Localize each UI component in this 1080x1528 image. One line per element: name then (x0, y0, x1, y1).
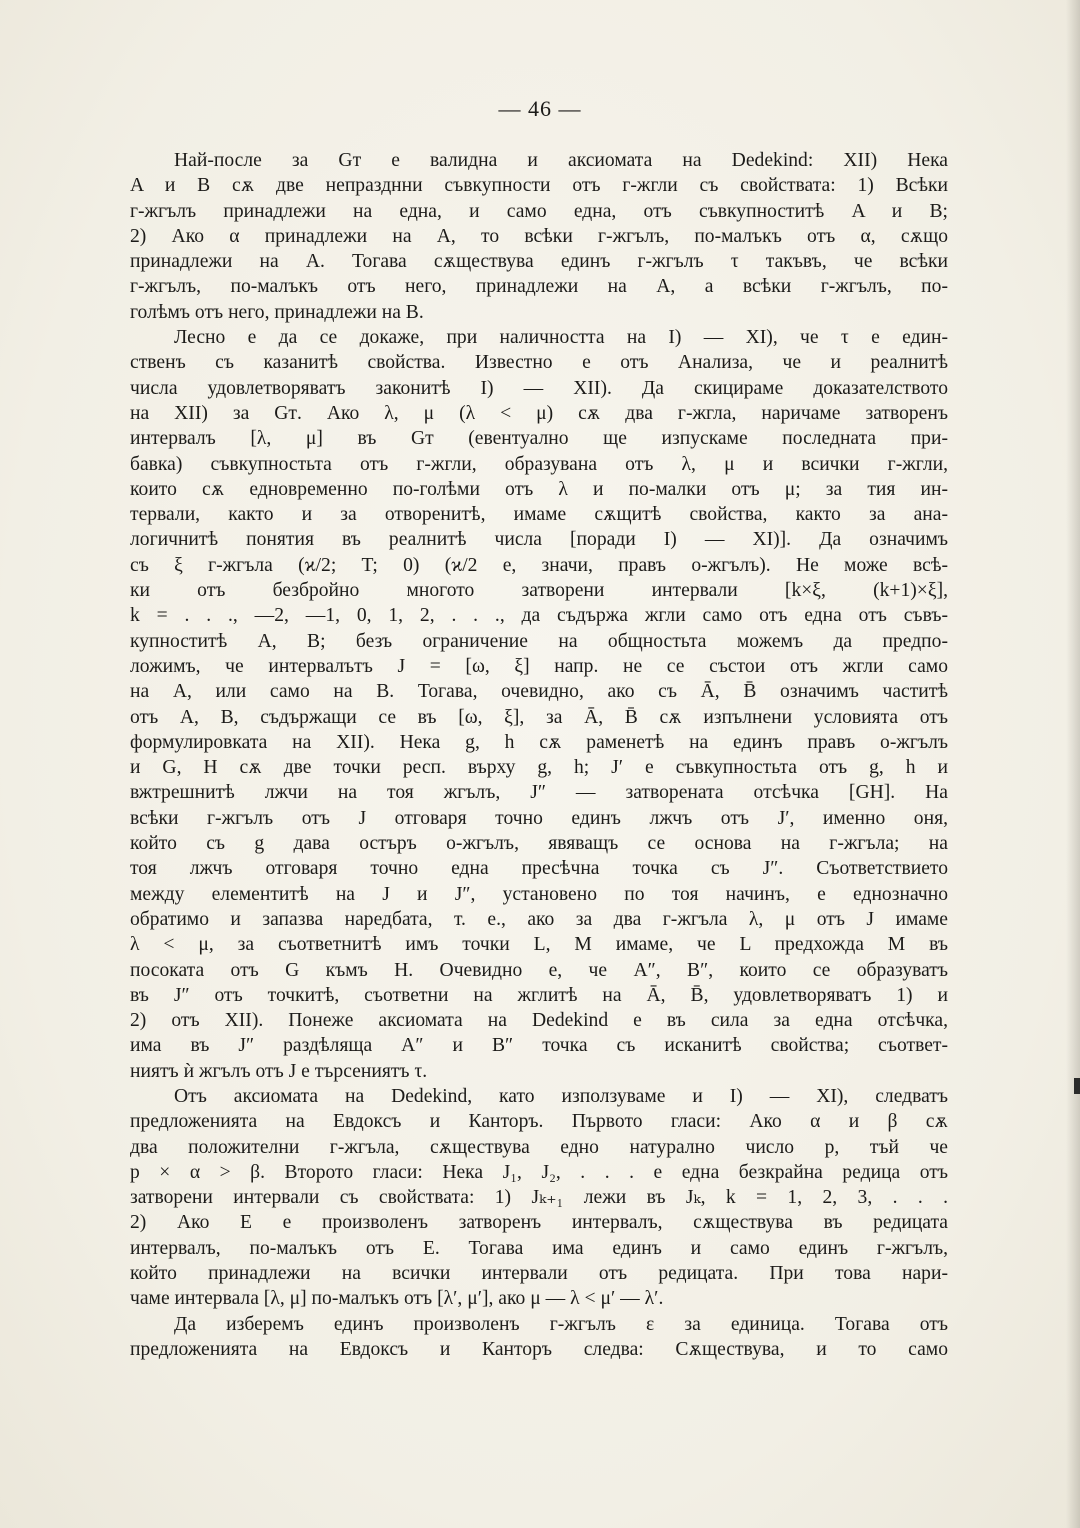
text-line: интервалъ [λ, μ] въ Gᴛ (евентуално ще изпускаме последната при- (130, 428, 948, 450)
text-line: отъ A, B, съдържащи се въ [ω, ξ], за Ā, B̄ сѫ изпълнени условията отъ (130, 706, 948, 728)
text-line: Лесно е да се докаже, при наличността на I) — XI), че τ е един- (174, 327, 948, 349)
text-line: логичнитѣ понятия въ реалнитѣ числа [поради I) — XI)]. Да означимъ (130, 529, 948, 551)
text-line: и G, H сѫ две точки респ. върху g, h; J′ е съвкупностьта отъ g, h и (130, 757, 948, 779)
text-line: числа удовлетворяватъ законитѣ I) — XII). Да скицираме доказателството (130, 377, 948, 399)
paragraph-dedekind-axiom (130, 148, 948, 325)
text-line: обратимо и запазва наредбата, т. е., ако за два г-жгъла λ, μ отъ J имаме (130, 908, 948, 930)
text-line: бавка) съвкупностьта отъ г-жгли, образувана отъ λ, μ и всички г-жгли, (130, 453, 948, 475)
text-line: ственъ съ казанитѣ свойства. Известно е отъ Анализа, че и реалнитѣ (130, 352, 948, 374)
paragraph-proof-sketch (130, 325, 948, 1084)
body-text (130, 148, 948, 1362)
text-line: който принадлежи на всички интервали отъ редицата. При това нари- (130, 1263, 948, 1285)
text-line: k = . . ., —2, —1, 0, 1, 2, . . ., да съдържа жгли само отъ една отъ съвъ- (130, 605, 948, 627)
text-line: посоката отъ G къмъ H. Очевидно е, че A″, B″, които се образуватъ (130, 959, 948, 981)
text-line: 2) Ако E е произволенъ затворенъ интервалъ, сѫществува въ редицата (130, 1212, 948, 1234)
text-line: г-жгълъ, по-малъкъ отъ него, принадлежи на A, а всѣки г-жгълъ, по- (130, 276, 948, 298)
text-line: на A, или само на B. Тогава, очевидно, ако съ Ā, B̄ означимъ частитѣ (130, 681, 948, 703)
text-line: p × α > β. Второто гласи: Нека J₁, J₂, . . . е една безкрайна редица отъ (130, 1161, 948, 1183)
text-line: λ < μ, за съответнитѣ имъ точки L, M имаме, че L предхожда M въ (130, 934, 948, 956)
text-line: голѣмъ отъ него, принадлежи на B. (130, 301, 424, 323)
text-line: вжтрешнитѣ лжчи на тоя жгълъ, J″ — затворената отсѣчка [GH]. На (130, 782, 948, 804)
text-line: който съ g дава остъръ о-жгълъ, явяващъ се основа на г-жгъла; на (130, 833, 948, 855)
text-line: два положителни г-жгъла, сѫществува едно натурално число p, тъй че (130, 1136, 948, 1158)
text-line: чаме интервала [λ, μ] по-малъкъ отъ [λ′, μ′], ако μ — λ < μ′ — λ′. (130, 1288, 664, 1310)
text-line: A и B сѫ две непразднни съвкупности отъ г-жгли съ свойствата: 1) Всѣки (130, 175, 948, 197)
text-line: купноститѣ A, B; безъ ограничение на общностьта можемъ да предпо- (130, 630, 948, 652)
text-line: предложенията на Евдоксъ и Канторъ. Първото гласи: Ако α и β сѫ (130, 1111, 948, 1133)
text-line: принадлежи на A. Тогава сѫществува единъ г-жгълъ τ такъвъ, че всѣки (130, 251, 948, 273)
text-line: Да изберемъ единъ произволенъ г-жгълъ ε за единица. Тогава отъ (174, 1313, 948, 1335)
text-line: съ ξ г-жгъла (ϰ/2; T; 0) (ϰ/2 е, значи, правъ о-жгълъ). Не може всѣ- (130, 554, 948, 576)
text-line: въ J″ отъ точкитѣ, съответни на жглитѣ на Ā, B̄, удовлетворяватъ 1) и (130, 984, 948, 1006)
paragraph-unit-choice (130, 1312, 948, 1363)
binding-mark (1074, 1078, 1080, 1094)
text-line: Най-после за Gᴛ е валидна и аксиомата на Dedekind: XII) Нека (174, 150, 948, 171)
text-line: интервалъ, по-малъкъ отъ E. Тогава има единъ и само единъ г-жгълъ, (130, 1237, 948, 1259)
text-line: ки отъ безбройно многото затворени интервали [k×ξ, (k+1)×ξ], (130, 580, 948, 602)
text-line: ниятъ ѝ жгълъ отъ J е търсениятъ τ. (130, 1060, 428, 1082)
text-line: Отъ аксиомата на Dedekind, като използуваме и I) — XI), следватъ (174, 1085, 948, 1107)
text-line: г-жгълъ принадлежи на една, и само една, отъ съвкупноститѣ A и B; (130, 200, 948, 222)
text-line: има въ J″ раздѣляща A″ и B″ точка съ исканитѣ свойства; съответ- (130, 1035, 948, 1057)
text-line: затворени интервали съ свойствата: 1) Jₖ₊₁ лежи въ Jₖ, k = 1, 2, 3, . . . (130, 1187, 948, 1209)
text-line: които сѫ едновременно по-голѣми отъ λ и по-малки отъ μ; за тия ин- (130, 478, 948, 500)
text-line: предложенията на Евдоксъ и Канторъ следва: Сѫществува, и то само (130, 1338, 948, 1360)
page-edge-shadow (1066, 0, 1080, 1528)
text-line: всѣки г-жгълъ отъ J отговаря точно единъ лжчъ отъ J′, именно оня, (130, 807, 948, 829)
text-line: 2) отъ XII). Понеже аксиомата на Dedekind е въ сила за една отсѣчка, (130, 1010, 948, 1032)
text-line: тоя лжчъ отговаря точно една пресѣчна точка съ J″. Съответствието (130, 858, 948, 880)
text-line: на XII) за Gᴛ. Ако λ, μ (λ < μ) сѫ два г-жгла, наричаме затворенъ (130, 402, 948, 424)
text-line: между елементитѣ на J и J″, установено по тоя начинъ, е еднозначно (130, 883, 948, 905)
page-number: — 46 — (498, 96, 582, 121)
text-line: 2) Ако α принадлежи на A, то всѣки г-жгълъ, по-малъкъ отъ α, сѫщо (130, 225, 948, 247)
text-line: формулировката на XII). Нека g, h сѫ раменетѣ на единъ правъ о-жгълъ (130, 731, 948, 753)
text-line: тервали, както и за отворенитѣ, имаме сѫщитѣ свойства, както за ана- (130, 504, 948, 526)
paragraph-eudoxus-cantor (130, 1084, 948, 1312)
text-line: ложимъ, че интервалътъ J = [ω, ξ] напр. не се състои отъ жгли само (130, 655, 948, 677)
